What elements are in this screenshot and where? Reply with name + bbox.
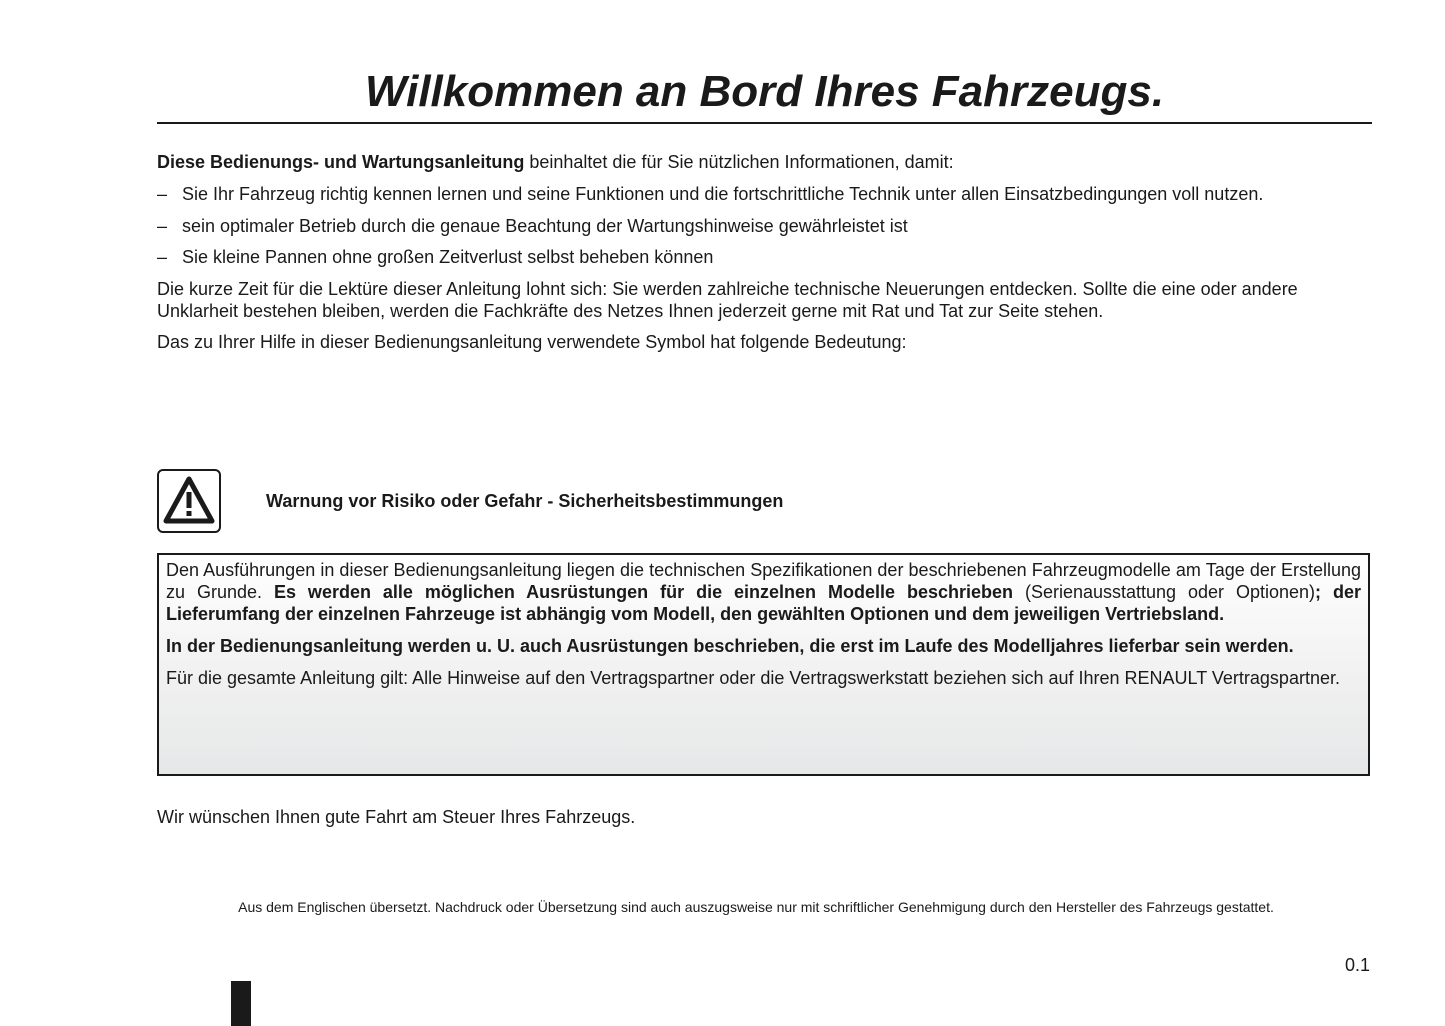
intro-bold: Diese Bedienungs- und Wartungsanleitung — [157, 152, 525, 172]
notice-text: (Serienausstattung oder Optionen) — [1013, 582, 1316, 602]
warning-triangle-icon — [157, 469, 221, 533]
dash-marker: – — [157, 184, 168, 204]
notice-box — [157, 553, 1370, 776]
notice-bold: Es werden alle möglichen Ausrüstungen für die einzelnen Modelle beschrieben — [273, 582, 1014, 602]
page-title: Willkommen an Bord Ihres Fahrzeugs. — [364, 67, 1165, 116]
symbol-paragraph: Das zu Ihrer Hilfe in dieser Bedienungsanleitung verwendete Symbol hat folgende Bedeutung: — [157, 332, 907, 352]
notice-paragraph-3: Für die gesamte Anleitung gilt: Alle Hinweise auf den Vertragspartner oder die Vertragswerkstatt beziehen sich auf Ihren RENAULT Vertragspartner. — [166, 668, 1340, 688]
reading-paragraph: Die kurze Zeit für die Lektüre dieser Anleitung lohnt sich: Sie werden zahlreiche technische Neuerungen entdecken. Sollte die eine oder andere Unklarheit bestehen bleiben, werden die Fachkräfte des Netzes Ihnen jederzeit gerne mit Rat und Tat zur Seite stehen. — [157, 279, 1298, 321]
footnote: Aus dem Englischen übersetzt. Nachdruck oder Übersetzung sind auch auszugsweise nur mit schriftlicher Genehmigung durch den Hersteller des Fahrzeugs gestattet. — [238, 899, 1274, 915]
list-item-text: sein optimaler Betrieb durch die genaue Beachtung der Wartungshinweise gewährleistet ist — [182, 216, 908, 236]
dash-marker: – — [157, 247, 168, 267]
intro-rest: beinhaltet die für Sie nützlichen Informationen, damit: — [524, 152, 954, 172]
list-item-text: Sie Ihr Fahrzeug richtig kennen lernen und seine Funktionen und die fortschrittliche Technik unter allen Einsatzbedingungen voll nutzen. — [182, 184, 1264, 204]
title-divider — [157, 122, 1372, 124]
page-number: 0.1 — [1344, 955, 1370, 975]
section-tab-marker — [231, 981, 251, 1026]
notice-paragraph-2 — [166, 635, 1361, 657]
intro-paragraph — [157, 151, 1372, 173]
closing-paragraph: Wir wünschen Ihnen gute Fahrt am Steuer Ihres Fahrzeugs. — [157, 807, 636, 827]
notice-bold: ; der Lieferumfang der einzelnen Fahrzeuge ist abhängig vom Modell, den gewählten Optionen und dem jeweiligen Vertriebsland. — [166, 582, 1362, 624]
notice-bold: In der Bedienungsanleitung werden u. U. auch Ausrüstungen beschrieben, die erst im Laufe des Modelljahres lieferbar sein werden. — [166, 636, 1294, 656]
notice-text: Den Ausführungen in dieser Bedienungsanleitung liegen die technischen Spezifikationen der beschriebenen Fahrzeugmodelle am Tage der Erstellung zu Grunde. — [166, 560, 1361, 602]
warning-label: Warnung vor Risiko oder Gefahr - Sicherheitsbestimmungen — [266, 491, 784, 511]
notice-paragraph-1 — [166, 559, 1361, 625]
list-item-text: Sie kleine Pannen ohne großen Zeitverlust selbst beheben können — [182, 247, 714, 267]
dash-marker: – — [157, 216, 168, 236]
